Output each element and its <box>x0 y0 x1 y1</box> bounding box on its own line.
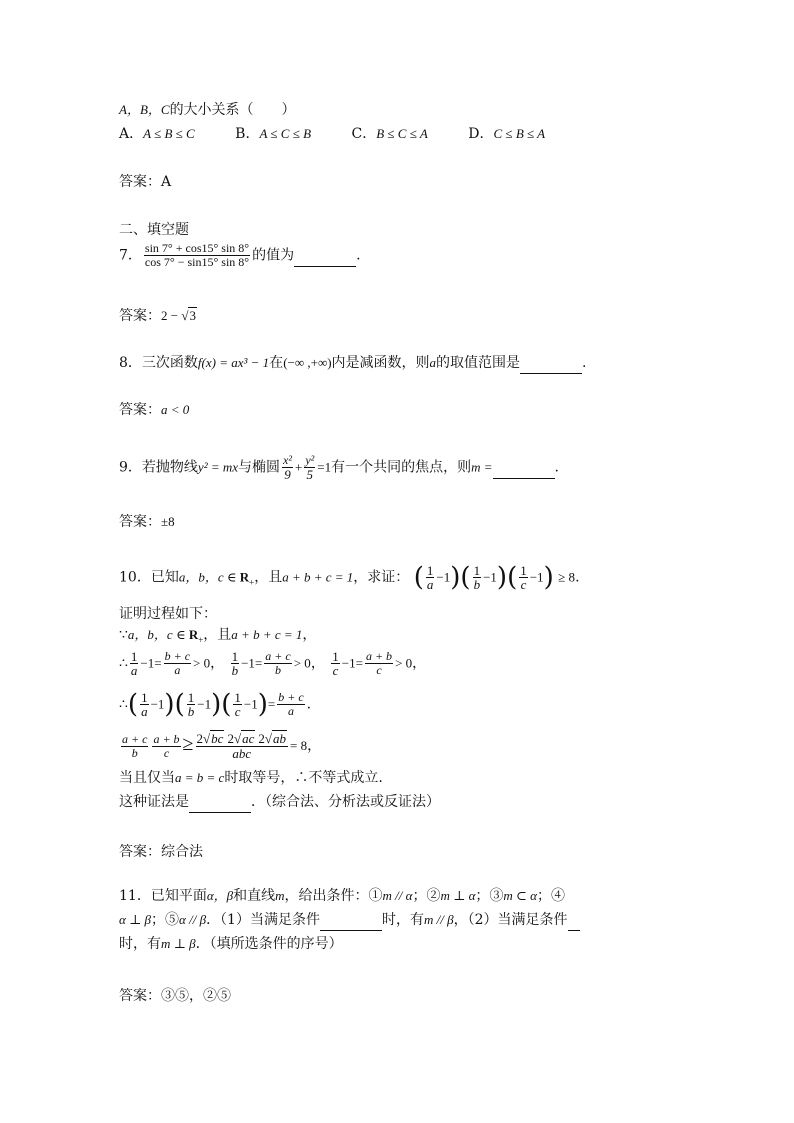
q10-answer-value: 综合法 <box>161 844 203 860</box>
q10-therefore-1: ∴ <box>119 655 128 672</box>
q10-proof-step3: ∴( $\frac{1}{a}$ −1)( $\frac{1}{b}$ −1)( $\frac{1}{c}$ −1)= $\frac{b + c}{a}$ . <box>119 689 312 720</box>
q10-s4-f2-num: a + b <box>153 731 180 746</box>
q10-s2-gt0-b: > 0 <box>293 655 311 671</box>
q11-tail: ．（填所选条件的序号） <box>195 936 343 952</box>
q7-number: 7． <box>119 247 142 264</box>
q10-s3-f3-num: 1 <box>234 690 241 705</box>
q10-set: R <box>239 569 250 585</box>
q6-answer-value: A <box>161 174 172 190</box>
q11-c5-mark: ⑤ <box>165 912 180 928</box>
q8-mid2: 内是减函数，则 <box>331 355 430 371</box>
q11-mid1: 和直线 <box>233 888 276 904</box>
q10-s2-f4-num: a + c <box>265 649 291 663</box>
q10-because: ∵ <box>119 627 128 643</box>
q10-vars: a，b，c ∈ <box>178 569 240 585</box>
q10-s3-dot: . <box>306 696 312 713</box>
q7-fraction <box>144 242 250 269</box>
q10-s4-rab: ab <box>273 731 287 746</box>
q10-s3-f1-num: 1 <box>141 690 148 705</box>
q6-stem <box>119 100 296 120</box>
q10-s3-minus-a: −1 <box>150 696 165 712</box>
q11-sep3: ； <box>537 888 552 904</box>
q7-blank <box>294 246 356 267</box>
q10-frac-a-num: 1 <box>426 563 434 578</box>
q9-mid1: 与椭圆 <box>238 459 281 476</box>
q10-step1-vars: a，b，c ∈ <box>127 627 189 642</box>
q10-s4-eq8: = 8 <box>290 738 308 753</box>
q10-eqsign-post: 时取等号，∴不等式成立. <box>224 770 383 786</box>
q10-proof-conclusion <box>119 768 383 788</box>
q11-c5: α // β <box>179 912 207 927</box>
q10-s2-f6-den: c <box>376 663 382 677</box>
q10-s2-f5-den: c <box>332 663 339 678</box>
q10-s3-minus-b: −1 <box>197 696 212 712</box>
q10-s2-comma-a: ， <box>210 655 225 672</box>
q6-stem-text: 的大小关系（ ） <box>169 102 296 118</box>
q11-c3-mark: ③ <box>489 888 504 904</box>
q10-eqsign-cond: a = b = c <box>175 770 225 785</box>
q7-suffix: 的值为 <box>252 247 295 264</box>
q10-step1-set-sub: + <box>198 634 204 645</box>
q10-blank <box>189 792 251 813</box>
q10-s4-rac: ac <box>242 731 255 746</box>
q10-frac-c <box>519 564 528 591</box>
q10: 10．已知a，b，c ∈ $R_+$，且a + b + c = 1，求证： ( $\frac{1}{a}$ −1)( $\frac{1}{b}$ −1)( $\frac{1}{c}$ −1) ≥ 8. <box>119 562 580 593</box>
q9-mid2: 有一个共同的焦点，则 <box>331 459 472 476</box>
q10-ge8: ≥ 8 <box>558 569 576 585</box>
q11-result-1: m // β <box>423 912 454 927</box>
q9-var: m = <box>471 459 493 475</box>
q8-var: a <box>429 355 437 370</box>
q10-s3-eq: = <box>267 696 276 712</box>
q9-answer-label: 答案： <box>119 514 161 530</box>
q11-part2: ，（2）当满足条件 <box>453 912 568 928</box>
q10-s3-minus-c: −1 <box>243 696 258 712</box>
q10-s4-geq: ≥ <box>182 733 194 755</box>
q9-fraction-2 <box>304 454 315 481</box>
q10-s3-f4-den: a <box>287 704 294 718</box>
q6-option-d-label: D． <box>468 126 494 142</box>
q10-s2-eq-b: = <box>254 655 263 671</box>
q10-s2-eq-a: = <box>154 655 162 671</box>
q10-s2-f2-num: b + c <box>164 649 191 663</box>
q8-end: . <box>582 355 587 371</box>
q8-answer-label: 答案： <box>119 402 161 418</box>
q10-eqsign-pre: 当且仅当 <box>119 770 175 786</box>
q8-interval: (−∞ ,+∞) <box>283 355 332 370</box>
q10-answer-label: 答案： <box>119 844 161 860</box>
q11-part1-end: 时，有 <box>381 912 424 928</box>
q10-step1-cond: a + b + c = 1 <box>231 627 303 642</box>
q11-answer <box>119 986 231 1006</box>
q8-number: 8．三次函数 <box>119 355 198 371</box>
q11-c2: m ⊥ α <box>440 888 476 903</box>
q10-s3-f1 <box>140 691 149 718</box>
q10-cond: a + b + c = 1 <box>282 569 354 585</box>
q8 <box>119 353 587 374</box>
q10-frac-b-num: 1 <box>473 563 481 578</box>
q9-blank <box>493 458 555 479</box>
q10-number: 10．已知 <box>119 569 179 586</box>
q10-frac-b-den: b <box>473 577 481 592</box>
q10-s2-f4 <box>264 650 291 677</box>
q10-s3-f4 <box>277 691 304 718</box>
q6-option-d: C ≤ B ≤ A <box>493 126 546 141</box>
q10-minus1-c: −1 <box>529 569 544 585</box>
q10-s2-f2-den: a <box>174 663 181 677</box>
q10-s2-minus-a: −1 <box>140 655 155 671</box>
q10-s4-f3: $\frac{2√bc 2√ac 2√ab}{\text{abc}}$ <box>196 731 287 761</box>
q10-s3-f1-den: a <box>141 704 148 719</box>
q9-f1-den: 9 <box>284 467 291 482</box>
q10-s2-eq-c: = <box>355 655 363 671</box>
q6-option-b: A ≤ C ≤ B <box>259 126 312 141</box>
q7-numerator: sin 7° + cos15° sin 8° <box>144 241 250 255</box>
q11-part1: ．（1）当满足条件 <box>206 912 320 928</box>
q10-set-sub: + <box>249 577 255 588</box>
q10-s3-f4-num: b + c <box>278 690 304 704</box>
q10-s2-f1-num: 1 <box>130 649 138 664</box>
q11-sep1: ； <box>412 888 427 904</box>
q10-s2-f6 <box>365 650 393 677</box>
q10-s2-comma-b: ， <box>310 655 325 672</box>
q10-s3-f3 <box>233 691 242 718</box>
q10-s2-minus-c: −1 <box>341 655 356 671</box>
q6-stem-vars: A，B，C <box>119 102 170 117</box>
q9-f2-den: 5 <box>306 467 314 482</box>
q11-sep4: ； <box>151 912 166 928</box>
q10-step1-and: ，且 <box>203 627 232 643</box>
q10-therefore-2: ∴ <box>119 696 128 713</box>
q10-frac-c-den: c <box>520 577 527 592</box>
q11-c2-mark: ② <box>426 888 441 904</box>
q7-answer-label: 答案： <box>119 308 161 324</box>
q10-proof-step1 <box>119 625 316 650</box>
q11-mid2: ，给出条件： <box>284 888 369 904</box>
q10-s4-f1-den: b <box>131 745 138 760</box>
q10-proof-title: 证明过程如下： <box>119 606 217 622</box>
q8-answer-value: a < 0 <box>161 402 190 417</box>
q10-s2-gt0-a: > 0 <box>193 655 211 671</box>
q11-line1 <box>119 886 565 906</box>
q9 <box>119 454 559 481</box>
q9-end: . <box>554 459 559 476</box>
q9-fraction-1 <box>282 454 293 481</box>
q9-plus: + <box>294 459 303 475</box>
q10-s4-f1 <box>121 733 148 760</box>
q9-number: 9．若抛物线 <box>119 459 198 476</box>
q11-line2 <box>119 910 580 931</box>
q9-f1-num: x² <box>283 453 292 467</box>
q9-answer <box>119 512 175 532</box>
q11-line3 <box>119 934 343 954</box>
q6-option-a: A ≤ B ≤ C <box>143 126 195 141</box>
q6-option-c: B ≤ C ≤ A <box>376 126 428 141</box>
q10-s2-f3 <box>231 650 240 677</box>
q10-s2-f5 <box>331 650 340 677</box>
q7-answer-b: 3 <box>189 308 196 323</box>
q7-answer: 答案：2 − √3 <box>119 308 196 324</box>
q10-s2-f3-den: b <box>231 663 239 678</box>
q10-frac-a-den: a <box>426 577 434 592</box>
q10-s4-f1-num: a + c <box>122 731 148 746</box>
q8-mid3: 的取值范围是 <box>436 355 521 371</box>
q10-s2-f4-den: b <box>275 663 281 677</box>
q10-s2-f1-den: a <box>130 663 138 678</box>
q10-mid1: ，且 <box>254 569 283 586</box>
q10-s4-comma: ， <box>307 738 322 754</box>
q8-mid1: 在 <box>269 355 284 371</box>
q10-frac-a <box>426 564 435 591</box>
section-title: 二、填空题 <box>119 222 189 238</box>
q11-blank-2 <box>568 910 580 931</box>
q11-answer-label: 答案： <box>119 988 161 1004</box>
q10-s2-f5-num: 1 <box>332 649 339 664</box>
q10-s2-gt0-c: > 0 <box>395 655 413 671</box>
q6-answer <box>119 172 171 192</box>
q10-frac-c-num: 1 <box>520 563 527 578</box>
q7 <box>119 242 361 269</box>
q10-proof-step4 <box>119 732 321 760</box>
q11-number: 11．已知平面 <box>119 888 207 904</box>
q11-c1-mark: ① <box>368 888 383 904</box>
q8-blank <box>520 353 582 374</box>
q10-proof-step2 <box>119 650 426 677</box>
q10-s4-two-a: 2 <box>196 731 204 746</box>
q11-c4: α ⊥ β <box>119 912 152 927</box>
q6-option-a-label: A． <box>119 126 144 142</box>
q10-minus1-a: −1 <box>436 569 451 585</box>
q10-minus1-b: −1 <box>483 569 497 585</box>
q11-answer-value: ③⑤，②⑤ <box>161 988 231 1004</box>
q10-s2-comma-c: ， <box>412 655 427 672</box>
q10-step1-comma: ， <box>302 627 317 643</box>
q7-answer-a: 2 − <box>161 308 182 323</box>
q7-end: . <box>356 247 361 264</box>
q9-eq: =1 <box>317 459 332 475</box>
q6-option-b-label: B． <box>235 126 260 142</box>
q11-part2-end: 时，有 <box>119 936 161 952</box>
q10-mid2: ，求证： <box>353 569 410 586</box>
q10-s4-f2 <box>152 733 180 760</box>
q6-answer-label: 答案： <box>119 174 161 190</box>
q11-c3: m ⊂ α <box>503 888 538 903</box>
q11-sep2: ； <box>475 888 490 904</box>
q11-planes: α，β <box>206 888 234 903</box>
q10-s2-f3-num: 1 <box>231 649 239 664</box>
q10-s3-f2 <box>187 691 196 718</box>
q10-s4-two-c: 2 <box>258 731 265 746</box>
q7-denominator: cos 7° − sin15° sin 8° <box>144 255 250 269</box>
q10-s2-f1 <box>130 650 139 677</box>
q10-s4-f2-den: c <box>163 745 170 760</box>
q11-result-2: m ⊥ β <box>161 936 196 951</box>
q10-s4-rbc: bc <box>211 731 224 746</box>
q11-c4-mark: ④ <box>551 888 566 904</box>
q10-end: . <box>575 569 580 586</box>
q10-frac-b <box>473 564 482 591</box>
q9-parabola: y² = mx <box>197 459 239 475</box>
q10-s4-abc: abc <box>232 746 252 761</box>
q10-s4-two-b: 2 <box>227 731 234 746</box>
q10-s3-f2-num: 1 <box>187 690 195 705</box>
q10-s2-f6-num: a + b <box>365 649 393 663</box>
q11-line: m <box>275 888 285 903</box>
q10-s3-f2-den: b <box>187 704 195 719</box>
q10-method-hint: ．（综合法、分析法或反证法） <box>251 794 440 810</box>
q10-method-question: 这种证法是 <box>119 794 189 810</box>
q10-answer <box>119 842 203 862</box>
q9-f2-num: y² <box>305 453 315 467</box>
q10-s2-minus-b: −1 <box>241 655 255 671</box>
q11-blank-1 <box>320 910 382 931</box>
q8-answer <box>119 400 189 420</box>
q10-s3-f3-den: c <box>234 704 241 719</box>
q10-step1-set: R <box>188 627 199 642</box>
q8-function: f(x) = ax³ − 1 <box>197 355 270 370</box>
q10-method <box>119 792 440 813</box>
q6-option-c-label: C． <box>351 126 377 142</box>
q6-options <box>119 124 545 144</box>
q11-c1: m // α <box>382 888 413 903</box>
q10-s2-f2 <box>164 650 191 677</box>
q9-answer-value: ±8 <box>161 514 175 529</box>
